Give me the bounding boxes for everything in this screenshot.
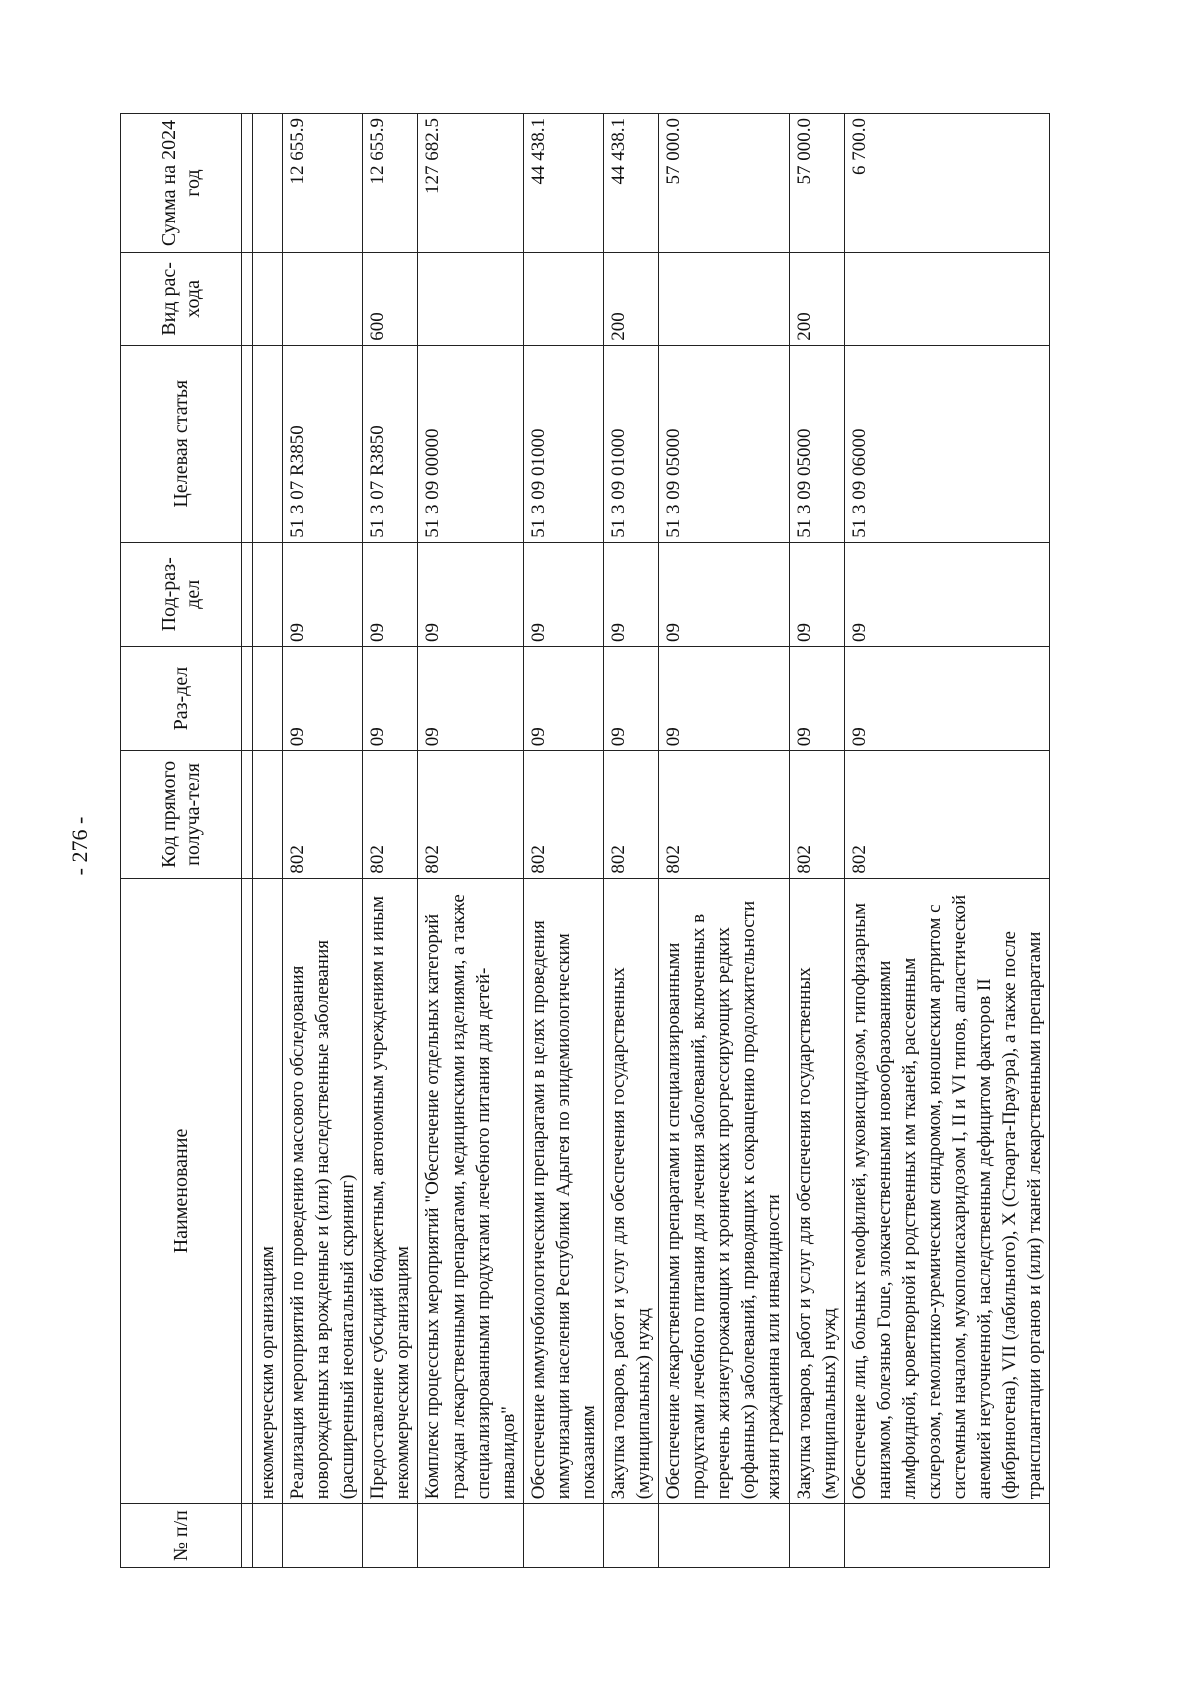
table-row	[789, 114, 844, 1568]
cell-vid	[283, 253, 363, 346]
cell-code: 802	[789, 751, 844, 878]
cell-sum	[253, 114, 283, 253]
cell-target: 51 3 09 01000	[604, 345, 659, 542]
cell-sum: 57 000.0	[789, 114, 844, 253]
table-row	[604, 114, 659, 1568]
cell-vid	[418, 253, 523, 346]
cell-sum: 6 700.0	[844, 114, 1050, 253]
cell-vid	[253, 253, 283, 346]
cell-sum: 127 682.5	[418, 114, 523, 253]
cell-num	[523, 1504, 603, 1568]
cell-target: 51 3 09 00000	[418, 345, 523, 542]
cell-target: 51 3 09 05000	[659, 345, 789, 542]
cell-razdel: 09	[659, 646, 789, 750]
cell-num	[659, 1504, 789, 1568]
cell-razdel: 09	[844, 646, 1050, 750]
cell-razdel	[253, 646, 283, 750]
cell-code: 802	[844, 751, 1050, 878]
rotated-table-container	[120, 113, 1065, 1568]
cell-target: 51 3 09 05000	[789, 345, 844, 542]
cell-razdel: 09	[283, 646, 363, 750]
cell-sum: 44 438.1	[604, 114, 659, 253]
cell-target: 51 3 07 R3850	[363, 345, 418, 542]
cell-target: 51 3 07 R3850	[283, 345, 363, 542]
cell-podrazdel: 09	[283, 542, 363, 646]
cell-razdel: 09	[523, 646, 603, 750]
cell-code	[253, 751, 283, 878]
cell-vid: 200	[789, 253, 844, 346]
cell-code: 802	[418, 751, 523, 878]
cell-podrazdel	[253, 542, 283, 646]
cell-code: 802	[659, 751, 789, 878]
cell-razdel: 09	[789, 646, 844, 750]
cell-name: Обеспечение лиц, больных гемофилией, муковисцидозом, гипофизарным нанизмом, болезнью Гоше, злокачественными новообразованиями лимфоидной, кроветворной и родственных им тканей, рассеянным склерозом, гемолитико-уремическим синдромом, юношеским артритом с системным началом, мукополисахаридозом I, II и VI типов, апластической анемией неуточненной, наследственным дефицитом факторов II (фибриногена), VII (лабильного), X (Стюарта-Прауэра), а также после трансплантации органов и (или) тканей лекарственными препаратами	[844, 878, 1050, 1504]
header-name: Наименование	[121, 878, 242, 1504]
cell-num	[363, 1504, 418, 1568]
cell-podrazdel: 09	[363, 542, 418, 646]
cell-code: 802	[604, 751, 659, 878]
cell-podrazdel: 09	[844, 542, 1050, 646]
header-sum: Сумма на 2024 год	[121, 114, 242, 253]
page-number: - 276 -	[67, 816, 92, 876]
cell-sum: 12 655.9	[363, 114, 418, 253]
cell-num	[844, 1504, 1050, 1568]
table-row	[659, 114, 789, 1568]
table-row	[844, 114, 1050, 1568]
cell-name: Обеспечение иммунобиологическими препаратами в целях проведения иммунизации населения Республики Адыгея по эпидемиологическим показаниям	[523, 878, 603, 1504]
cell-target	[253, 345, 283, 542]
header-target: Целевая статья	[121, 345, 242, 542]
cell-name: Реализация мероприятий по проведению массового обследования новорожденных на врожденные и (или) наследственные заболевания (расширенный неонатальный скрининг)	[283, 878, 363, 1504]
cell-num	[789, 1504, 844, 1568]
table-row	[523, 114, 603, 1568]
cell-name: Закупка товаров, работ и услуг для обеспечения государственных (муниципальных) нужд	[604, 878, 659, 1504]
cell-sum: 57 000.0	[659, 114, 789, 253]
header-vid: Вид рас-хода	[121, 253, 242, 346]
cell-vid	[659, 253, 789, 346]
cell-podrazdel: 09	[523, 542, 603, 646]
cell-razdel: 09	[604, 646, 659, 750]
header-podrazdel: Под-раз-дел	[121, 542, 242, 646]
cell-vid	[523, 253, 603, 346]
cell-vid: 200	[604, 253, 659, 346]
cell-podrazdel: 09	[659, 542, 789, 646]
cell-code: 802	[363, 751, 418, 878]
cell-sum: 12 655.9	[283, 114, 363, 253]
cell-num	[283, 1504, 363, 1568]
cell-num	[604, 1504, 659, 1568]
cell-razdel: 09	[363, 646, 418, 750]
cell-podrazdel: 09	[604, 542, 659, 646]
header-spacer-row	[242, 114, 253, 1568]
cell-vid: 600	[363, 253, 418, 346]
table-row	[253, 114, 283, 1568]
header-razdel: Раз-дел	[121, 646, 242, 750]
table-header-row	[121, 114, 242, 1568]
header-num: № п/п	[121, 1504, 242, 1568]
header-code: Код прямого получа-теля	[121, 751, 242, 878]
table-row	[363, 114, 418, 1568]
cell-sum: 44 438.1	[523, 114, 603, 253]
table-row	[418, 114, 523, 1568]
cell-target: 51 3 09 06000	[844, 345, 1050, 542]
cell-name: Комплекс процессных мероприятий "Обеспечение отдельных категорий граждан лекарственными препаратами, медицинскими изделиями, а также специализированными продуктами лечебного питания для детей-инвалидов"	[418, 878, 523, 1504]
budget-table	[120, 113, 1050, 1568]
cell-num	[418, 1504, 523, 1568]
cell-name: Обеспечение лекарственными препаратами и специализированными продуктами лечебного питания для лечения заболеваний, включенных в перечень жизнеугрожающих и хронических прогрессирующих редких (орфанных) заболеваний, приводящих к сокращению продолжительности жизни гражданина или инвалидности	[659, 878, 789, 1504]
cell-code: 802	[523, 751, 603, 878]
cell-name: Закупка товаров, работ и услуг для обеспечения государственных (муниципальных) нужд	[789, 878, 844, 1504]
cell-code: 802	[283, 751, 363, 878]
cell-vid	[844, 253, 1050, 346]
cell-name: Предоставление субсидий бюджетным, автономным учреждениям и иным некоммерческим организациям	[363, 878, 418, 1504]
cell-num	[253, 1504, 283, 1568]
cell-target: 51 3 09 01000	[523, 345, 603, 542]
cell-razdel: 09	[418, 646, 523, 750]
cell-name: некоммерческим организациям	[253, 878, 283, 1504]
cell-podrazdel: 09	[418, 542, 523, 646]
table-row	[283, 114, 363, 1568]
cell-podrazdel: 09	[789, 542, 844, 646]
